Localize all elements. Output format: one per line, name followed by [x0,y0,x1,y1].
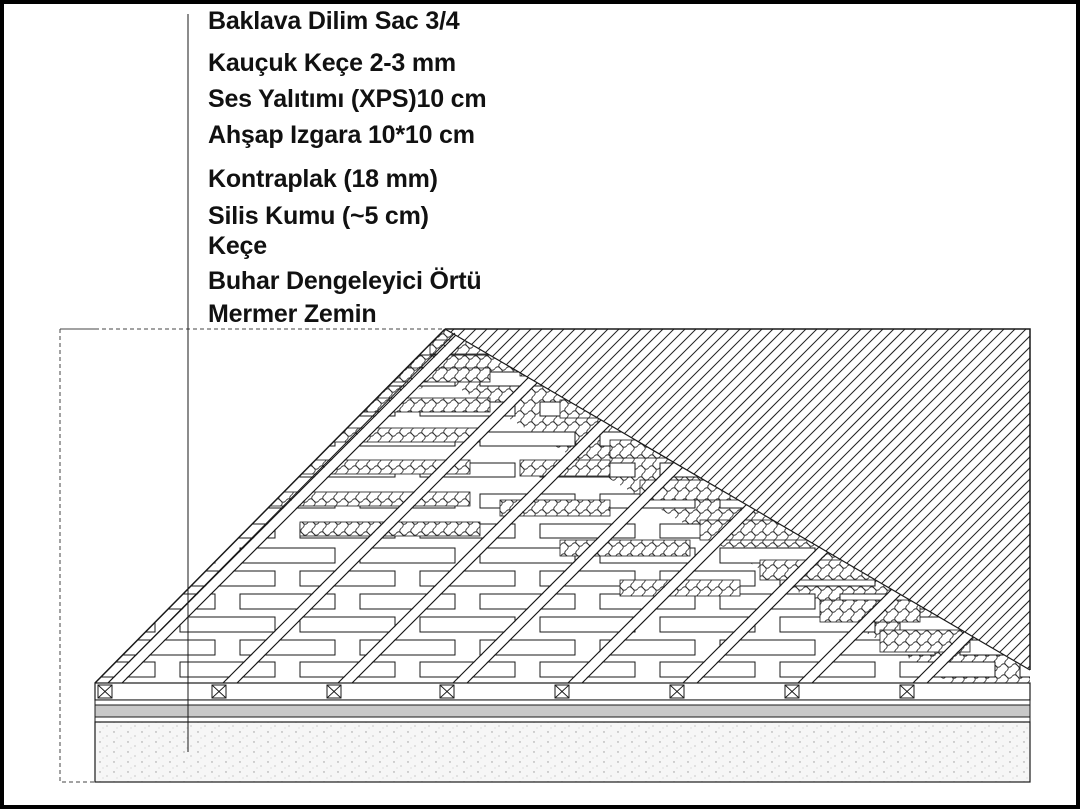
joist-board [60,402,155,416]
joist-board [960,432,1055,446]
joist-board [480,432,575,446]
joist-board [960,594,1055,609]
layer-label: Buhar Dengeleyici Örtü [208,267,482,295]
joist-board [780,402,875,416]
joist-board [180,662,275,677]
joist-board [900,402,995,416]
joist-board [720,494,815,508]
joist-board [60,617,155,632]
layer-label: Ses Yalıtımı (XPS)10 cm [208,85,487,113]
joist-board [300,342,395,355]
joist-board [60,342,155,355]
joist-board [360,548,455,563]
joist-board [420,571,515,586]
joist-board [600,372,695,386]
layer-label: Keçe [208,232,267,260]
joist-board [180,617,275,632]
joist-board [780,463,875,477]
hatch-line [1029,329,1080,689]
joist-board [1020,617,1080,632]
joist-board [120,372,215,386]
layer-label: Silis Kumu (~5 cm) [208,202,429,230]
dashed-outline [60,329,95,782]
mesh-patch [350,398,490,412]
joist-board [900,463,995,477]
joist-board [780,342,875,355]
joist-board [1020,463,1080,477]
layer-label: Kontraplak (18 mm) [208,165,438,193]
wood-joists [60,340,1080,677]
joist-board [480,594,575,609]
layer-label: Baklava Dilim Sac 3/4 [208,7,460,35]
joist-board [660,402,755,416]
joist-board [180,463,275,477]
vapor-layer [95,705,1030,717]
joist-board [180,342,275,355]
thin-layer [95,717,1030,722]
joist-board [240,372,335,386]
mesh-patch [560,540,690,556]
layer-label: Ahşap Izgara 10*10 cm [208,121,475,149]
joist-board [1020,524,1080,538]
hatch-line [1007,329,1080,689]
joist-board [420,617,515,632]
joist-board [60,571,155,586]
joist-board [240,432,335,446]
layer-label: Mermer Zemin [208,300,377,328]
joist-board [60,463,155,477]
joist-board [60,524,155,538]
layer-label: Kauçuk Keçe 2-3 mm [208,49,456,77]
joist-board [960,372,1055,386]
joist-board [120,432,215,446]
joist-board [960,640,1055,655]
joist-board [120,494,215,508]
joist-board [360,594,455,609]
joist-board [300,617,395,632]
felt-layer [95,700,1030,705]
joist-board [900,662,995,677]
hatch-line [996,329,1080,689]
joist-board [180,402,275,416]
joist-board [120,548,215,563]
sand-layer [95,722,1030,782]
hatch-line [985,329,1080,689]
joist-board [540,342,635,355]
joist-board [900,524,995,538]
joist-board [660,342,755,355]
joist-board [960,548,1055,563]
